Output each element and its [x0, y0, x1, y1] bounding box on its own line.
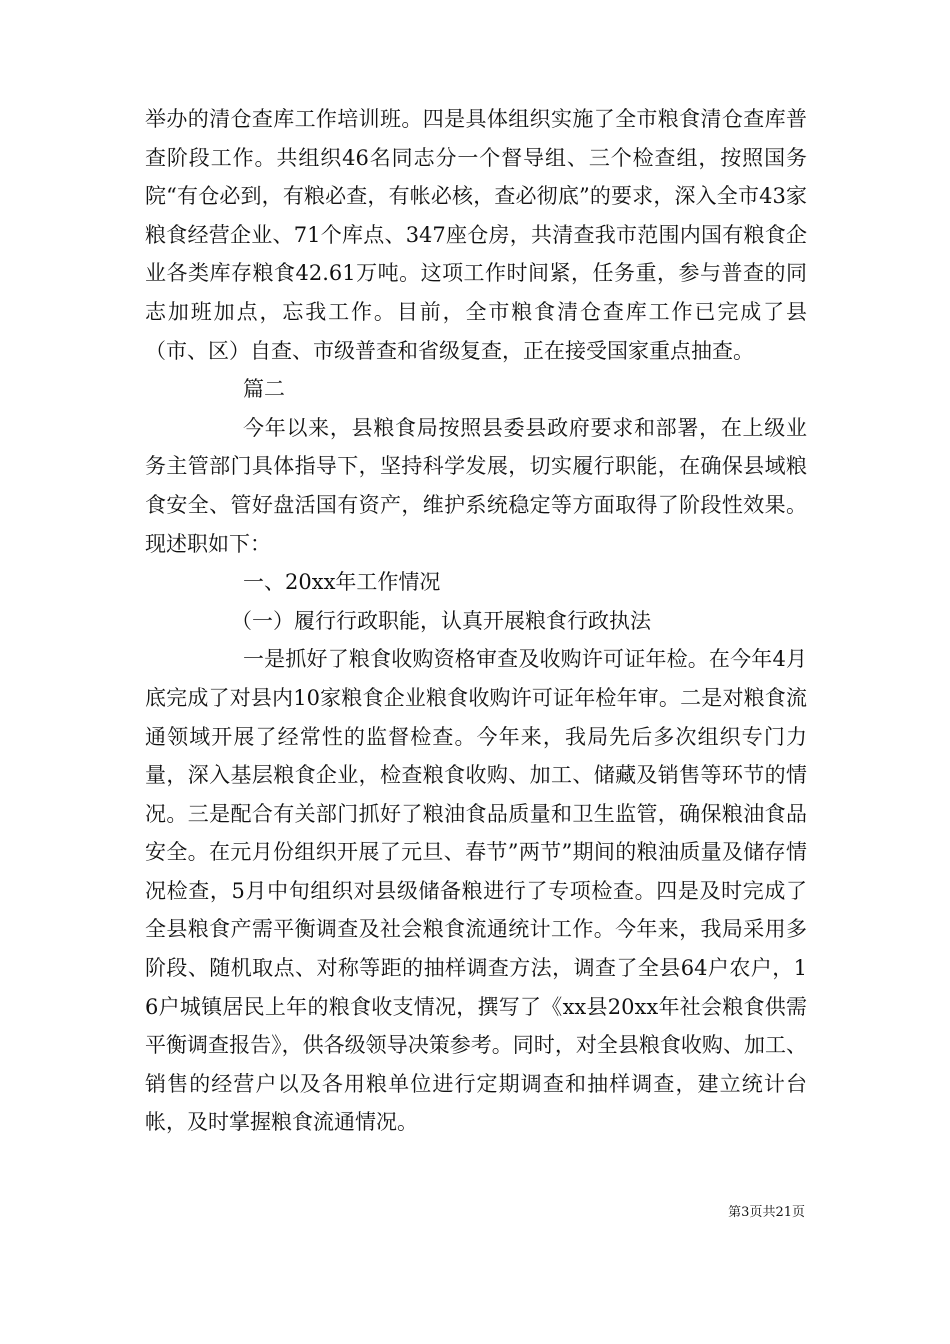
document-body — [145, 100, 807, 1142]
page-number: 第3页共21页 — [728, 1205, 805, 1220]
paragraph-continued: 举办的清仓查库工作培训班。四是具体组织实施了全市粮食清仓查库普查阶段工作。共组织46名同志分一个督导组、三个检查组，按照国务院“有仓必到，有粮必查，有帐必核，查必彻底”的要求，深入全市43家粮食经营企业、71个库点、347座仓房，共清查我市范围内国有粮食企业各类库存粮食42.61万吨。这项工作时间紧，任务重，参与普查的同志加班加点，忘我工作。目前，全市粮食清仓查库工作已完成了县（市、区）自查、市级普查和省级复查，正在接受国家重点抽查。 — [145, 107, 807, 363]
paragraph-intro: 今年以来，县粮食局按照县委县政府要求和部署，在上级业务主管部门具体指导下，坚持科学发展，切实履行职能，在确保县域粮食安全、管好盘活国有资产，维护系统稳定等方面取得了阶段性效果。现述职如下： — [145, 415, 807, 556]
section-heading-work-status: 一、20xx年工作情况 — [243, 570, 441, 595]
paragraph-admin-details: 一是抓好了粮食收购资格审查及收购许可证年检。在今年4月底完成了对县内10家粮食企业粮食收购许可证年检年审。二是对粮食流通领域开展了经常性的监督检查。今年来，我局先后多次组织专门力量，深入基层粮食企业，检查粮食收购、加工、储藏及销售等环节的情况。三是配合有关部门抓好了粮油食品质量和卫生监管，确保粮油食品安全。在元月份组织开展了元旦、春节”两节”期间的粮油质量及储存情况检查，5月中旬组织对县级储备粮进行了专项检查。四是及时完成了全县粮食产需平衡调查及社会粮食流通统计工作。今年来，我局采用多阶段、随机取点、对称等距的抽样调查方法，调查了全县64户农户，16户城镇居民上年的粮食收支情况，撰写了《xx县20xx年社会粮食供需平衡调查报告》，供各级领导决策参考。同时，对全县粮食收购、加工、销售的经营户以及各用粮单位进行定期调查和抽样调查，建立统计台帐，及时掌握粮食流通情况。 — [145, 647, 807, 1135]
section-heading-part-two: 篇二 — [243, 377, 285, 402]
subsection-heading-admin-duties: （一）履行行政职能，认真开展粮食行政执法 — [231, 608, 651, 633]
